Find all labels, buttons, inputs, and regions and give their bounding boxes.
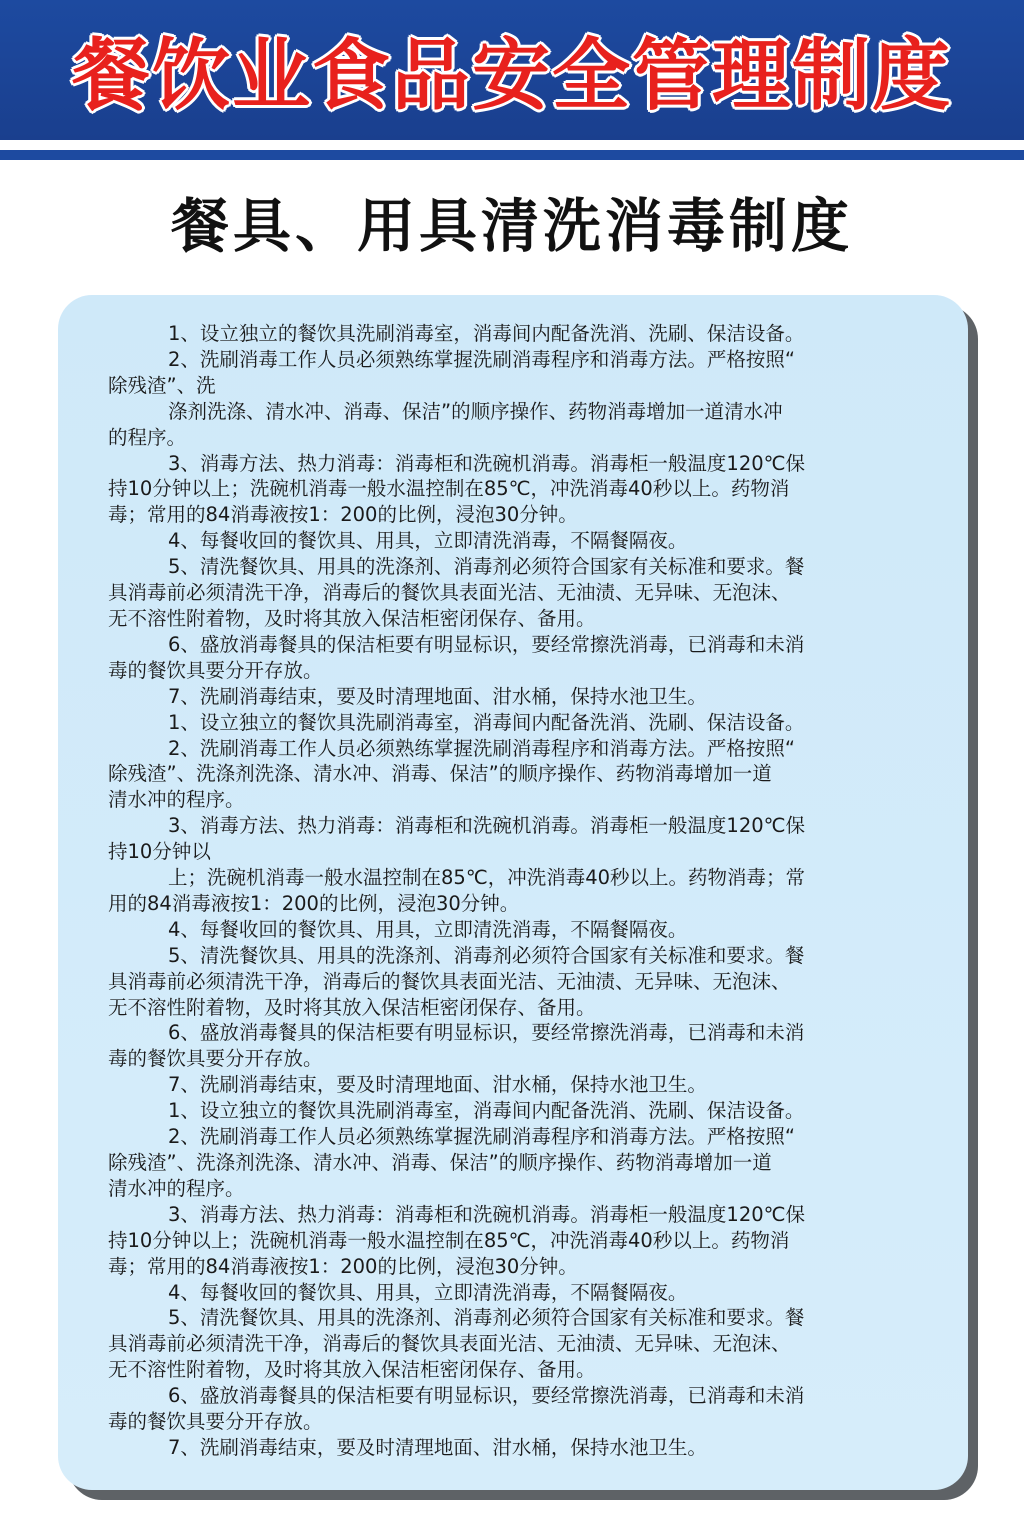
- text-line: 3、消毒方法、热力消毒：消毒柜和洗碗机消毒。消毒柜一般温度120℃保: [168, 1202, 806, 1226]
- text-line: 除残渣”、洗涤剂洗涤、清水冲、消毒、保洁”的顺序操作、药物消毒增加一道: [108, 762, 772, 786]
- text-line: 2、洗刷消毒工作人员必须熟练掌握洗刷消毒程序和消毒方法。严格按照“: [168, 347, 796, 371]
- text-line: 无不溶性附着物，及时将其放入保洁柜密闭保存、备用。: [108, 606, 596, 630]
- text-line: 持10分钟以上；洗碗机消毒一般水温控制在85℃，冲洗消毒40秒以上。药物消: [108, 477, 790, 501]
- text-line: 具消毒前必须清洗干净，消毒后的餐饮具表面光洁、无油渍、无异味、无泡沫、: [108, 969, 791, 993]
- text-line: 毒；常用的84消毒液按1：200的比例，浸泡30分钟。: [108, 1254, 578, 1278]
- text-line: 清水冲的程序。: [108, 788, 245, 812]
- text-line: 毒的餐饮具要分开存放。: [108, 1047, 323, 1071]
- text-line: 上；洗碗机消毒一般水温控制在85℃，冲洗消毒40秒以上。药物消毒；常: [168, 866, 806, 890]
- text-line: 除残渣”、洗: [108, 373, 216, 397]
- text-line: 3、消毒方法、热力消毒：消毒柜和洗碗机消毒。消毒柜一般温度120℃保: [168, 451, 806, 475]
- text-line: 具消毒前必须清洗干净，消毒后的餐饮具表面光洁、无油渍、无异味、无泡沫、: [108, 581, 791, 605]
- text-line: 毒的餐饮具要分开存放。: [108, 1410, 323, 1434]
- text-line: 无不溶性附着物，及时将其放入保洁柜密闭保存、备用。: [108, 995, 596, 1019]
- header-stripe: [0, 150, 1024, 160]
- text-line: 毒的餐饮具要分开存放。: [108, 658, 323, 682]
- text-line: 6、盛放消毒餐具的保洁柜要有明显标识，要经常擦洗消毒，已消毒和未消: [168, 1384, 805, 1408]
- text-line: 6、盛放消毒餐具的保洁柜要有明显标识，要经常擦洗消毒，已消毒和未消: [168, 632, 805, 656]
- text-line: 持10分钟以上；洗碗机消毒一般水温控制在85℃，冲洗消毒40秒以上。药物消: [108, 1228, 790, 1252]
- text-line: 7、洗刷消毒结束，要及时清理地面、泔水桶，保持水池卫生。: [168, 684, 707, 708]
- text-line: 清水冲的程序。: [108, 1176, 245, 1200]
- text-line: 2、洗刷消毒工作人员必须熟练掌握洗刷消毒程序和消毒方法。严格按照“: [168, 736, 796, 760]
- text-line: 3、消毒方法、热力消毒：消毒柜和洗碗机消毒。消毒柜一般温度120℃保: [168, 814, 806, 838]
- text-line: 除残渣”、洗涤剂洗涤、清水冲、消毒、保洁”的顺序操作、药物消毒增加一道: [108, 1151, 772, 1174]
- text-line: 5、清洗餐饮具、用具的洗涤剂、消毒剂必须符合国家有关标准和要求。餐: [168, 555, 805, 579]
- text-line: 的程序。: [108, 425, 187, 449]
- text-line: 1、设立独立的餐饮具洗刷消毒室，消毒间内配备洗消、洗刷、保洁设备。: [168, 1099, 805, 1123]
- text-line: 1、设立独立的餐饮具洗刷消毒室，消毒间内配备洗消、洗刷、保洁设备。: [168, 710, 805, 734]
- text-line: 用的84消毒液按1：200的比例，浸泡30分钟。: [108, 891, 520, 915]
- section-title: 餐具、用具清洗消毒制度: [170, 192, 853, 260]
- page-title: 餐饮业食品安全管理制度: [71, 31, 952, 121]
- text-line: 涤剂洗涤、清水冲、消毒、保洁”的顺序操作、药物消毒增加一道清水冲: [168, 399, 783, 423]
- text-line: 4、每餐收回的餐饮具、用具，立即清洗消毒，不隔餐隔夜。: [168, 917, 688, 941]
- text-line: 毒；常用的84消毒液按1：200的比例，浸泡30分钟。: [108, 503, 578, 527]
- text-line: 4、每餐收回的餐饮具、用具，立即清洗消毒，不隔餐隔夜。: [168, 1280, 688, 1304]
- text-line: 6、盛放消毒餐具的保洁柜要有明显标识，要经常擦洗消毒，已消毒和未消: [168, 1021, 805, 1045]
- text-line: 2、洗刷消毒工作人员必须熟练掌握洗刷消毒程序和消毒方法。严格按照“: [168, 1125, 796, 1149]
- text-line: 7、洗刷消毒结束，要及时清理地面、泔水桶，保持水池卫生。: [168, 1435, 707, 1459]
- text-line: 无不溶性附着物，及时将其放入保洁柜密闭保存、备用。: [108, 1358, 596, 1382]
- content-panel: [58, 295, 968, 1490]
- text-line: 5、清洗餐饮具、用具的洗涤剂、消毒剂必须符合国家有关标准和要求。餐: [168, 943, 805, 967]
- text-line: 5、清洗餐饮具、用具的洗涤剂、消毒剂必须符合国家有关标准和要求。餐: [168, 1306, 805, 1330]
- text-line: 持10分钟以: [108, 840, 211, 864]
- text-line: 具消毒前必须清洗干净，消毒后的餐饮具表面光洁、无油渍、无异味、无泡沫、: [108, 1332, 791, 1356]
- text-line: 1、设立独立的餐饮具洗刷消毒室，消毒间内配备洗消、洗刷、保洁设备。: [168, 322, 805, 345]
- text-line: 4、每餐收回的餐饮具、用具，立即清洗消毒，不隔餐隔夜。: [168, 529, 688, 553]
- rules-text: [108, 321, 916, 1461]
- text-line: 7、洗刷消毒结束，要及时清理地面、泔水桶，保持水池卫生。: [168, 1073, 707, 1097]
